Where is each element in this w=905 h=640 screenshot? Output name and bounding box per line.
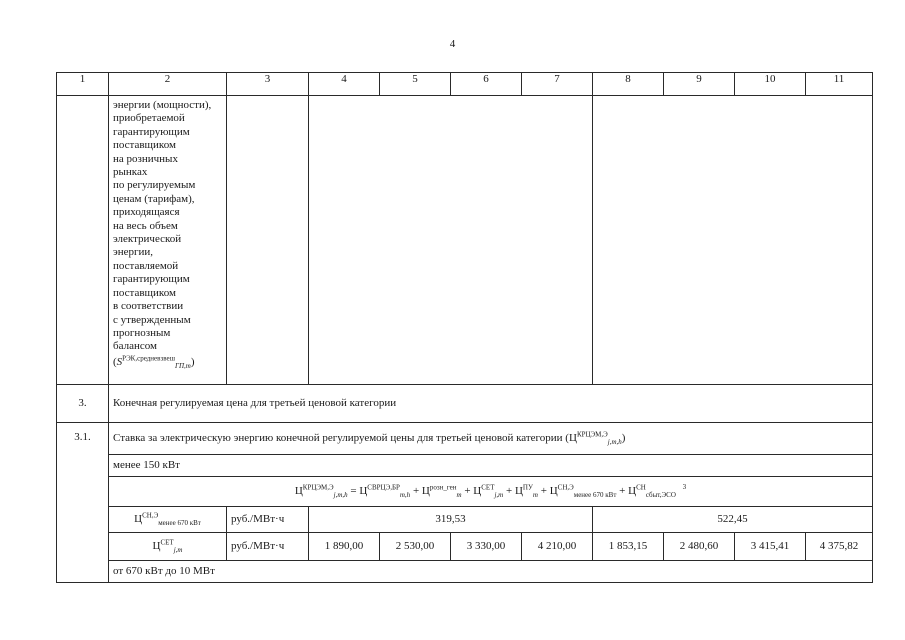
group-label: от 670 кВт до 10 МВт	[109, 561, 873, 583]
page-number: 4	[449, 38, 456, 50]
value-cell: 319,53	[309, 507, 593, 533]
header-row	[57, 73, 873, 96]
continuation-text: энергии (мощности), приобретаемой гарантирующим поставщиком на розничных рынках по регулируемым ценам (тарифам), приходящаяся на весь объем электрической энергии, поставляемой гарантирующим поставщиком в соответствии с утвержденным прогнозным балансом $(S^{РЭК,средневзвеш}_{ГП,m})$	[109, 96, 227, 385]
group-label: менее 150 кВт	[109, 455, 873, 477]
section-row-3	[57, 385, 873, 423]
rate-label: $Ц^{СН,Э}_{менее 670 кВт}$	[109, 507, 227, 533]
value-cell: 522,45	[593, 507, 873, 533]
col-header: 7	[522, 73, 593, 96]
col-header: 9	[664, 73, 735, 96]
col-header: 11	[806, 73, 873, 96]
section-row-3-1	[57, 423, 873, 455]
unit-label: руб./МВт·ч	[227, 507, 309, 533]
value-cell: 1 890,00	[309, 533, 380, 561]
subsection-title: Ставка за электрическую энергию конечной регулируемой цены для третьей ценовой категории $(Ц^{КРЦЭМ,Э}_{j,m,h})$	[109, 423, 873, 455]
col-header: 6	[451, 73, 522, 96]
value-cell: 4 375,82	[806, 533, 873, 561]
tariff-table	[56, 72, 873, 583]
footnote-mark: 3	[682, 483, 687, 492]
value-cell: 1 853,15	[593, 533, 664, 561]
col-header: 10	[735, 73, 806, 96]
continuation-row	[57, 96, 873, 385]
value-cell: 4 210,00	[522, 533, 593, 561]
col-header: 8	[593, 73, 664, 96]
value-cell: 2 480,60	[664, 533, 735, 561]
row-number: 3.	[57, 385, 109, 423]
continuation-symbol: $(S^{РЭК,средневзвеш}_{ГП,m})$	[113, 354, 195, 370]
value-cell: 3 415,41	[735, 533, 806, 561]
set-rate-row	[57, 533, 873, 561]
section-title: Конечная регулируемая цена для третьей ценовой категории	[109, 385, 873, 423]
col-header: 1	[57, 73, 109, 96]
col-header: 2	[109, 73, 227, 96]
sn-rate-row	[57, 507, 873, 533]
value-cell: 2 530,00	[380, 533, 451, 561]
col-header: 4	[309, 73, 380, 96]
group-row-less-150	[57, 455, 873, 477]
col-header: 3	[227, 73, 309, 96]
price-formula: $Ц^{КРЦЭМ,Э}_{j,m,h} = Ц^{СВРЦЭ,БР}_{m,h} + Ц^{розн\_ген}_m + Ц^{СЕТ}_{j,m} + Ц^{ПУ}_m + Ц^{СН,Э}_{менее 670 кВт} + Ц^{СН}_{сбыт,ЭСО}$ $^3$	[109, 477, 873, 507]
formula-row	[57, 477, 873, 507]
rate-label: $Ц^{СЕТ}_{j,m}$	[109, 533, 227, 561]
row-number: 3.1.	[57, 423, 109, 583]
col-header: 5	[380, 73, 451, 96]
group-row-670-10	[57, 561, 873, 583]
value-cell: 3 330,00	[451, 533, 522, 561]
unit-label: руб./МВт·ч	[227, 533, 309, 561]
